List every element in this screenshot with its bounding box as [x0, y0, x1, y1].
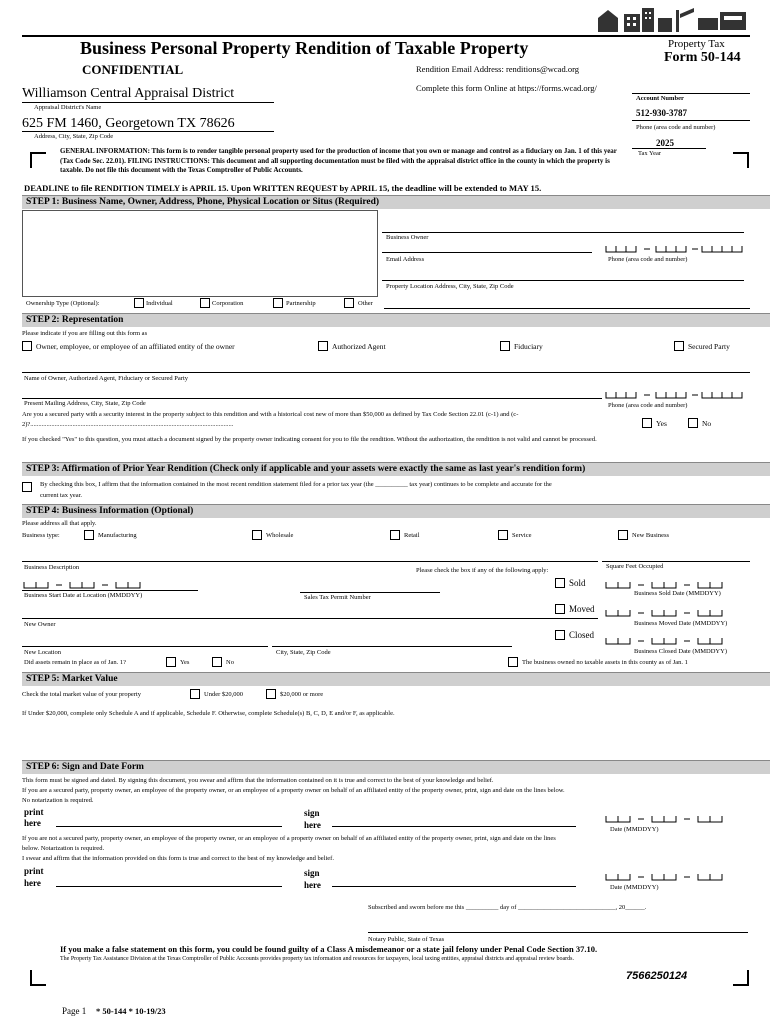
district-name: Williamson Central Appraisal District	[22, 86, 235, 101]
false-statement-warning: If you make a false statement on this form, you could be found guilty of a Class A misdemeanor or a state jail felony under Penal Code Section 37.10.	[60, 944, 598, 954]
authorized-agent-checkbox[interactable]	[318, 341, 328, 351]
print-here-label-notary: print	[24, 866, 44, 876]
form-number: Form 50-144	[664, 50, 741, 65]
assets-remain-question: Did assets remain in place as of Jan. 1?	[24, 659, 126, 666]
square-feet-label: Square Feet Occupied	[606, 563, 664, 570]
sign-para-5: below. Notarization is required.	[22, 845, 105, 852]
phone-label: Phone (area code and number)	[636, 124, 716, 131]
account-number-label: Account Number	[636, 95, 684, 102]
closed-label: Closed	[569, 630, 595, 640]
print-here-label-2: here	[24, 818, 41, 828]
secured-party-checkbox[interactable]	[674, 341, 684, 351]
business-type-label: Business type:	[22, 532, 60, 539]
market-value-label: Check the total market value of your property	[22, 691, 141, 698]
step5-header: STEP 5: Market Value	[22, 672, 770, 686]
sold-date-ticks	[604, 580, 750, 590]
owner-role-label: Owner, employee, or employee of an affiliated entity of the owner	[36, 342, 235, 351]
district-address: 625 FM 1460, Georgetown TX 78626	[22, 116, 235, 131]
sign-para-6: I swear and affirm that the information provided on this form is true and correct to the best of my knowledge and belief.	[22, 855, 334, 862]
step3-header: STEP 3: Affirmation of Prior Year Rendition (Check only if applicable and your assets were exactly the same as last year's rendition form)	[22, 462, 770, 476]
district-name-label: Appraisal District's Name	[34, 104, 102, 111]
notary-signature-line[interactable]	[368, 932, 748, 933]
date-ticks	[604, 814, 750, 824]
new-owner-label: New Owner	[24, 621, 56, 628]
notary-label: Notary Public, State of Texas	[368, 936, 445, 943]
manufacturing-label: Manufacturing	[98, 532, 137, 539]
secured-no-checkbox[interactable]	[688, 418, 698, 428]
district-phone: 512-930-3787	[636, 108, 687, 118]
new-business-checkbox[interactable]	[618, 530, 628, 540]
moved-date-ticks	[604, 608, 750, 618]
sign-para-2: If you are a secured party, property owner, an employee of the property owner, or an employee of a property owner on behalf of an affiliated entity of the property owner, print, sign and date on the lines below.	[22, 787, 565, 794]
new-location-label: New Location	[24, 649, 62, 656]
moved-label: Moved	[569, 604, 595, 614]
corporation-checkbox[interactable]	[200, 298, 210, 308]
print-here-label-notary-2: here	[24, 878, 41, 888]
complete-online: Complete this form Online at https://forms.wcad.org/	[416, 83, 597, 93]
start-date-ticks	[22, 580, 172, 590]
email-label: Email Address	[386, 256, 425, 263]
no-taxable-assets-checkbox[interactable]	[508, 657, 518, 667]
assets-remain-no-checkbox[interactable]	[212, 657, 222, 667]
check-apply-note: Please check the box if any of the following apply:	[416, 567, 549, 574]
schedule-note: If Under $20,000, complete only Schedule A and if applicable, Schedule F. Otherwise, complete Schedule(s) B, C, D, E and/or F, as applicable.	[22, 710, 395, 717]
other-checkbox[interactable]	[344, 298, 354, 308]
manufacturing-checkbox[interactable]	[84, 530, 94, 540]
partnership-label: Partnership	[286, 300, 316, 307]
sign-para-4: If you are not a secured party, property owner, an employee of the property owner, or an employee of a property owner on behalf of an affiliated entity of the property owner, print, sign and date on the lines	[22, 835, 556, 842]
moved-date-label: Business Moved Date (MMDDYY)	[634, 620, 728, 627]
address-all-note: Please address all that apply.	[22, 520, 97, 527]
general-information: GENERAL INFORMATION: This form is to render tangible personal property used for the production of income that you own or manage and control as a fiduciary on Jan. 1 of this year (Tax Code Sec. 22.01). FILING INSTRUCTIONS: This document and all supporting documentation must be filed with the appraisal district office in the county in which the property is taxable. Do not file this document with the Texas Comptroller of Public Accounts.	[60, 147, 617, 174]
business-description-label: Business Description	[24, 564, 80, 571]
under-20000-label: Under $20,000	[204, 691, 243, 698]
partnership-checkbox[interactable]	[273, 298, 283, 308]
secured-yes-checkbox[interactable]	[642, 418, 652, 428]
page-number: Page 1	[62, 1006, 87, 1016]
deadline-notice: DEADLINE to file RENDITION TIMELY is APRIL 15. Upon WRITTEN REQUEST by APRIL 15, the deadline will be extended to MAY 15.	[24, 183, 542, 193]
step1-phone-label: Phone (area code and number)	[608, 256, 688, 263]
form-title: Business Personal Property Rendition of Taxable Property	[80, 38, 529, 58]
assets-remain-yes-checkbox[interactable]	[166, 657, 176, 667]
district-address-label: Address, City, State, Zip Code	[34, 133, 114, 140]
sold-checkbox[interactable]	[555, 578, 565, 588]
form-barcode-number: 7566250124	[626, 970, 688, 982]
service-label: Service	[512, 532, 532, 539]
prior-year-affirm-checkbox[interactable]	[22, 482, 32, 492]
ptad-note: The Property Tax Assistance Division at the Texas Comptroller of Public Accounts provides property tax information and resources for taxpayers, local taxing entities, appraisal districts and appraisal review boards.	[60, 956, 574, 962]
form-reference: * 50-144 * 10-19/23	[96, 1006, 166, 1016]
confidential-label: CONFIDENTIAL	[82, 62, 184, 77]
closed-checkbox[interactable]	[555, 630, 565, 640]
registration-mark	[30, 970, 46, 986]
registration-mark	[30, 152, 46, 168]
closed-date-label: Business Closed Date (MMDDYY)	[634, 648, 727, 655]
assets-remain-no-label: No	[226, 659, 234, 666]
step2-note: Please indicate if you are filling out this form as	[22, 330, 148, 337]
secured-party-label: Secured Party	[688, 342, 730, 351]
secured-party-question: Are you a secured party with a security interest in the property subject to this rendition and with a historical cost new of more than $50,000 as defined by Tax Code Section 22.01 (c-1) and (c-2)?.............................................................................................................................	[22, 411, 519, 428]
individual-checkbox[interactable]	[134, 298, 144, 308]
secured-yes-label: Yes	[656, 419, 667, 428]
sold-date-label: Business Sold Date (MMDDYY)	[634, 590, 721, 597]
city-state-zip-label: City, State, Zip Code	[276, 649, 331, 656]
mailing-address-label: Present Mailing Address, City, State, Zip Code	[24, 400, 146, 407]
sold-label: Sold	[569, 578, 586, 588]
wholesale-label: Wholesale	[266, 532, 294, 539]
corporation-label: Corporation	[212, 300, 244, 307]
step6-header: STEP 6: Sign and Date Form	[22, 760, 770, 774]
over-20000-checkbox[interactable]	[266, 689, 276, 699]
assets-remain-yes-label: Yes	[180, 659, 190, 666]
sign-here-label-notary-2: here	[304, 880, 321, 890]
moved-checkbox[interactable]	[555, 604, 565, 614]
step1-header: STEP 1: Business Name, Owner, Address, Phone, Physical Location or Situs (Required)	[22, 195, 770, 209]
phone-digit-ticks	[604, 390, 744, 400]
sign-here-label-notary: sign	[304, 868, 320, 878]
rendition-email: Rendition Email Address: renditions@wcad.org	[416, 64, 580, 74]
date-ticks-notary	[604, 872, 750, 882]
sign-para-1: This form must be signed and dated. By signing this document, you swear and affirm that the information contained on it is true and correct to the best of your knowledge and belief.	[22, 777, 494, 784]
date-label-notary: Date (MMDDYY)	[610, 884, 659, 891]
other-label: Other	[358, 300, 373, 307]
signature-line-notary[interactable]	[332, 886, 576, 887]
secured-no-label: No	[702, 419, 712, 428]
print-here-label: print	[24, 807, 44, 817]
step4-header: STEP 4: Business Information (Optional)	[22, 504, 770, 518]
start-date-label: Business Start Date at Location (MMDDYY)	[24, 592, 143, 599]
sign-para-3: No notarization is required.	[22, 797, 94, 804]
tax-year: 2025	[656, 138, 674, 148]
closed-date-ticks	[604, 636, 750, 646]
sign-here-label: sign	[304, 808, 320, 818]
individual-label: Individual	[146, 300, 173, 307]
step2-header: STEP 2: Representation	[22, 313, 770, 327]
owner-role-checkbox[interactable]	[22, 341, 32, 351]
print-name-line[interactable]	[56, 826, 282, 827]
secured-yes-note: If you checked "Yes" to this question, you must attach a document signed by the property owner indicating consent for you to file the rendition. Without the authorization, the rendition is not valid and cannot be processed.	[22, 436, 597, 443]
date-label: Date (MMDDYY)	[610, 826, 659, 833]
fiduciary-checkbox[interactable]	[500, 341, 510, 351]
no-taxable-assets-label: The business owned no taxable assets in this county as of Jan. 1	[522, 659, 688, 666]
authorized-agent-label: Authorized Agent	[332, 342, 386, 351]
registration-mark	[733, 970, 749, 986]
affirmation-text: By checking this box, I affirm that the information contained in the most recent rendition statement filed for a prior tax year (the __________ tax year) continues to be complete and accurate for the	[40, 481, 552, 488]
tax-year-label: Tax Year	[638, 150, 662, 157]
signature-line[interactable]	[332, 826, 576, 827]
sales-tax-permit-label: Sales Tax Permit Number	[304, 594, 371, 601]
representative-name-label: Name of Owner, Authorized Agent, Fiduciary or Secured Party	[24, 375, 189, 382]
new-business-label: New Business	[632, 532, 670, 539]
phone-digit-ticks	[604, 244, 744, 254]
retail-label: Retail	[404, 532, 420, 539]
fiduciary-label: Fiduciary	[514, 342, 543, 351]
property-location-label: Property Location Address, City, State, Zip Code	[386, 283, 514, 290]
business-owner-label: Business Owner	[386, 234, 429, 241]
sign-here-label-2: here	[304, 820, 321, 830]
ownership-type-label: Ownership Type (Optional):	[26, 300, 100, 307]
property-icons-graphic	[594, 4, 750, 34]
print-name-line-notary[interactable]	[56, 886, 282, 887]
affirmation-text-2: current tax year.	[40, 492, 83, 499]
over-20000-label: $20,000 or more	[280, 691, 324, 698]
under-20000-checkbox[interactable]	[190, 689, 200, 699]
retail-checkbox[interactable]	[390, 530, 400, 540]
wholesale-checkbox[interactable]	[252, 530, 262, 540]
step2-phone-label: Phone (area code and number)	[608, 402, 688, 409]
business-name-box[interactable]	[22, 210, 378, 297]
subscribed-sworn: Subscribed and sworn before me this __________ day of ______________________________, 20______.	[368, 904, 647, 911]
service-checkbox[interactable]	[498, 530, 508, 540]
property-tax-label: Property Tax	[668, 38, 725, 50]
registration-mark	[733, 152, 749, 168]
